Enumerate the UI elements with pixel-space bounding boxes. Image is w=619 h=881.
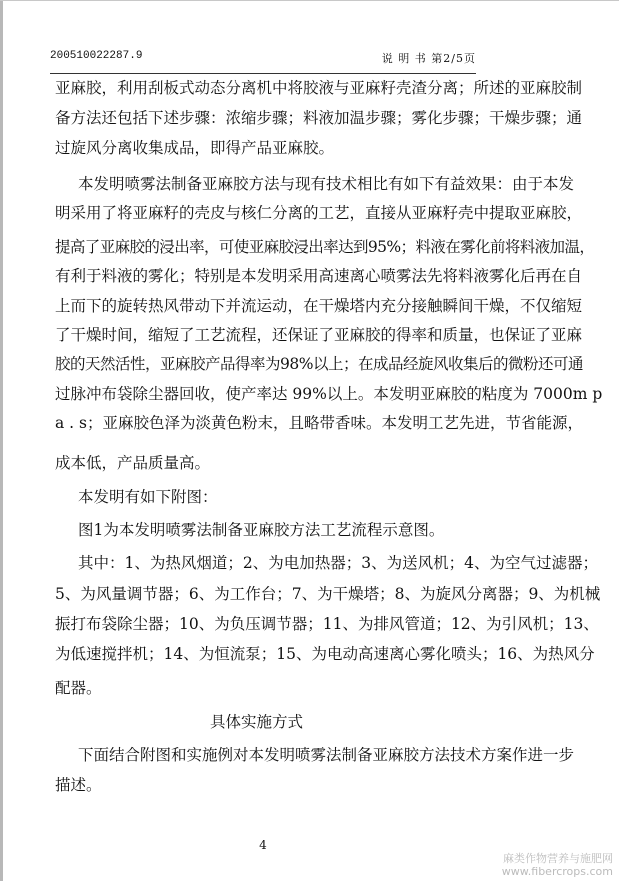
patent-number: 200510022287.9 bbox=[50, 50, 143, 62]
text-line: 过脉冲布袋除尘器回收，使产率达 99%以上。本发明亚麻胶的粘度为 7000m p bbox=[55, 385, 603, 403]
text-line: 5、为风量调节器；6、为工作台；7、为干燥塔；8、为旋风分离器；9、为机械 bbox=[55, 585, 601, 603]
page-border bbox=[0, 0, 3, 881]
watermark-title: 麻类作物营养与施肥网 bbox=[503, 852, 613, 865]
header-rule bbox=[50, 73, 476, 74]
text-line: 描述。 bbox=[55, 776, 102, 794]
text-line: 上而下的旋转热风带动下并流运动，在干燥塔内充分接触瞬间干燥，不仅缩短 bbox=[55, 297, 583, 315]
text-line: 过旋风分离收集成品，即得产品亚麻胶。 bbox=[55, 139, 335, 157]
figure-caption-line: 图1为本发明喷雾法制备亚麻胶方法工艺流程示意图。 bbox=[78, 521, 445, 539]
text-line: 亚麻胶，利用刮板式动态分离机中将胶液与亚麻籽壳渣分离；所述的亚麻胶制 bbox=[55, 79, 583, 97]
text-line: a . s；亚麻胶色泽为淡黄色粉末，且略带香味。本发明工艺先进，节省能源， bbox=[55, 414, 583, 432]
text-line: 其中：1、为热风烟道；2、为电加热器；3、为送风机；4、为空气过滤器； bbox=[78, 554, 598, 572]
text-line: 了干燥时间，缩短了工艺流程，还保证了亚麻胶的得率和质量，也保证了亚麻 bbox=[55, 326, 583, 344]
text-line: 本发明有如下附图： bbox=[78, 488, 218, 506]
text-line: 为低速搅拌机；14、为恒流泵；15、为电动高速离心雾化喷头；16、为热风分 bbox=[55, 645, 595, 663]
text-line: 备方法还包括下述步骤：浓缩步骤；料液加温步骤；雾化步骤；干燥步骤；通 bbox=[55, 109, 583, 127]
watermark bbox=[502, 852, 613, 878]
text-line: 胶的天然活性，亚麻胶产品得率为98%以上；在成品经旋风收集后的微粉还可通 bbox=[55, 355, 583, 373]
page-number: 4 bbox=[259, 838, 267, 852]
page-border-top bbox=[0, 0, 619, 1]
section-heading: 具体实施方式 bbox=[209, 713, 303, 731]
text-line: 配器。 bbox=[55, 679, 102, 697]
text-line: 本发明喷雾法制备亚麻胶方法与现有技术相比有如下有益效果：由于本发 bbox=[78, 175, 575, 193]
text-line: 明采用了将亚麻籽的壳皮与核仁分离的工艺，直接从亚麻籽壳中提取亚麻胶， bbox=[55, 204, 583, 222]
text-line: 提高了亚麻胶的浸出率，可使亚麻胶浸出率达到95%；料液在雾化前将料液加温， bbox=[55, 238, 595, 256]
text-line: 下面结合附图和实施例对本发明喷雾法制备亚麻胶方法技术方案作进一步 bbox=[78, 746, 575, 764]
watermark-url: www.fibercrops.com bbox=[501, 865, 613, 878]
text-line: 有利于料液的雾化；特别是本发明采用高速离心喷雾法先将料液雾化后再在自 bbox=[55, 267, 583, 285]
text-line: 振打布袋除尘器；10、为负压调节器；11、为排风管道；12、为引风机；13、 bbox=[55, 615, 599, 633]
text-line: 成本低，产品质量高。 bbox=[55, 454, 211, 472]
page-header-label: 说 明 书 第2/5页 bbox=[381, 52, 476, 65]
